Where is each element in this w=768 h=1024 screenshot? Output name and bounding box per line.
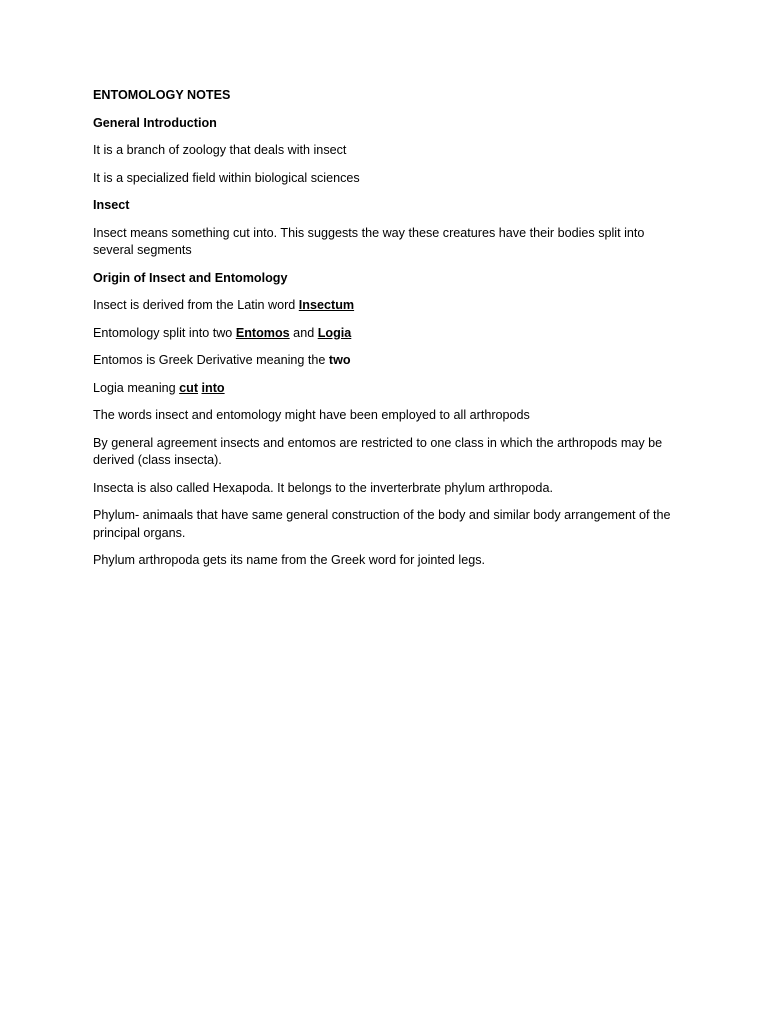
split-prefix-text: Entomology split into two <box>93 325 236 340</box>
heading-general-introduction: General Introduction <box>93 115 217 130</box>
word-into: into <box>201 380 225 395</box>
word-two: two <box>328 353 351 367</box>
word-entomos: Entomos <box>235 325 290 340</box>
document-body <box>93 87 678 580</box>
paragraph-general-agreement: By general agreement insects and entomos are restricted to one class in which the arthropods may be derived (class insecta). <box>93 435 663 467</box>
logia-prefix-text: Logia meaning <box>93 380 180 395</box>
heading-insect: Insect <box>93 198 130 212</box>
paragraph-insect-meaning: Insect means something cut into. This suggests the way these creatures have their bodies split into several segments <box>93 225 645 257</box>
paragraph-logia-meaning <box>93 380 678 398</box>
paragraph-jointed-legs: Phylum arthropoda gets its name from the Greek word for jointed legs. <box>93 553 485 567</box>
paragraph-hexapoda: Insecta is also called Hexapoda. It belongs to the inverterbrate phylum arthropoda. <box>93 480 553 495</box>
paragraph-arthropods: The words insect and entomology might have been employed to all arthropods <box>93 408 530 422</box>
word-logia: Logia <box>317 325 352 340</box>
paragraph-latin-word <box>93 297 678 315</box>
paragraph-entomos-meaning <box>93 352 678 370</box>
paragraph-split-into-two <box>93 325 678 343</box>
latin-prefix-text: Insect is derived from the Latin word <box>93 298 299 312</box>
paragraph-phylum-definition: Phylum- animaals that have same general construction of the body and similar body arrangement of the principal organs. <box>93 508 671 540</box>
paragraph-branch-of-zoology: It is a branch of zoology that deals with insect <box>93 143 347 157</box>
entomos-prefix-text: Entomos is Greek Derivative meaning the <box>93 353 329 367</box>
latin-word-insectum: Insectum <box>298 298 355 312</box>
heading-origin: Origin of Insect and Entomology <box>93 270 288 285</box>
document-title: ENTOMOLOGY NOTES <box>93 88 231 102</box>
split-and-text: and <box>289 325 318 340</box>
paragraph-specialized-field: It is a specialized field within biological sciences <box>93 170 360 185</box>
word-cut: cut <box>179 380 199 395</box>
